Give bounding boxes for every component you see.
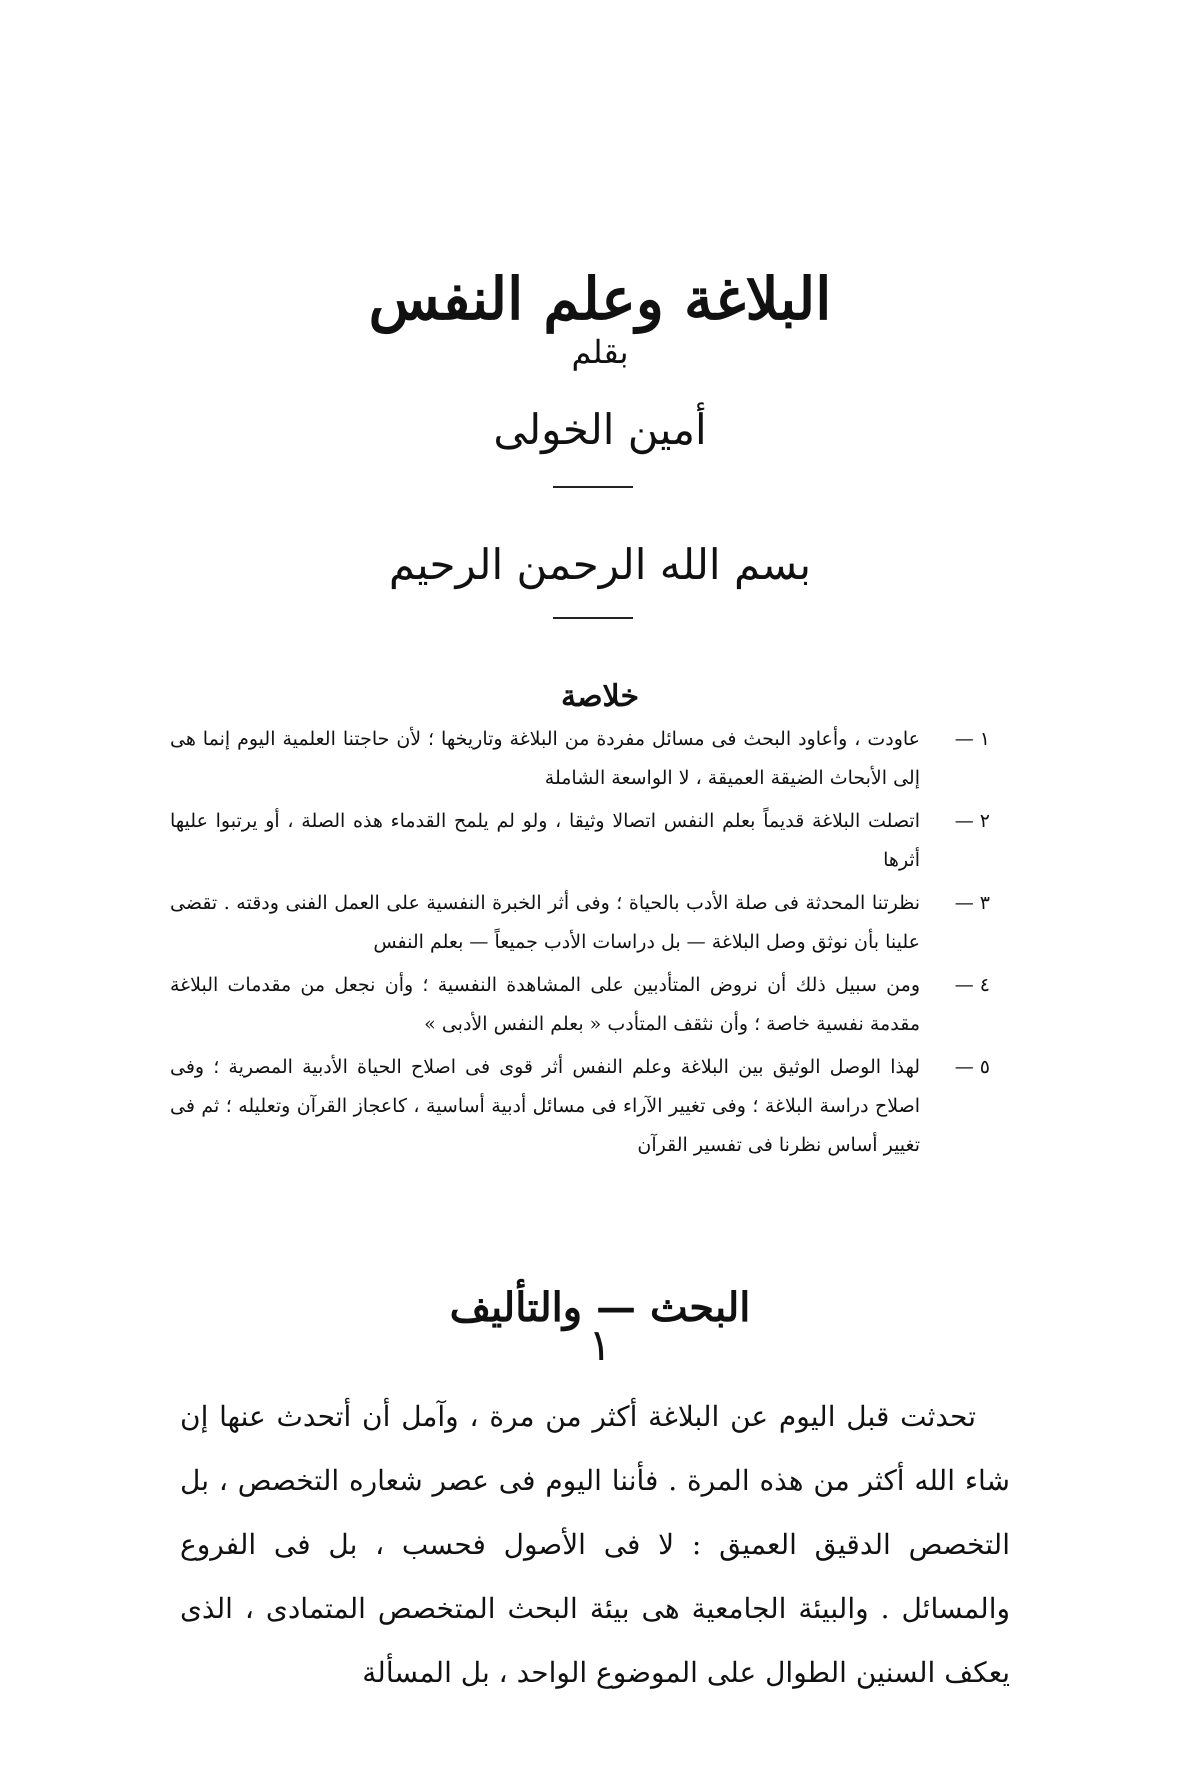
summary-item-dash: —	[954, 974, 974, 996]
summary-item-marker	[955, 720, 990, 759]
summary-item-dash: —	[954, 810, 974, 832]
summary-item-marker	[955, 966, 990, 1005]
body-paragraph: تحدثت قبل اليوم عن البلاغة أكثر من مرة ، وآمل أن أتحدث عنها إن شاء الله أكثر من هذه المرة . فأننا اليوم فى عصر شعاره التخصص ، بل التخصص الدقيق العميق : لا فى الأصول فحسب ، بل فى الفروع والمسائل . والبيئة الجامعية هى بيئة البحث المتخصص المتمادى ، الذى يعكف السنين الطوال على الموضوع الواحد ، بل المسألة	[180, 1400, 1010, 1689]
summary-item-dash: —	[954, 1056, 974, 1078]
middle-divider	[553, 617, 633, 619]
summary-list	[170, 720, 990, 1169]
summary-item-2	[170, 802, 990, 880]
summary-item-dash: —	[954, 728, 974, 750]
summary-item-number: ٤	[979, 974, 990, 996]
summary-item-marker	[955, 884, 990, 923]
summary-item-1	[170, 720, 990, 798]
page-title: البلاغة وعلم النفس	[368, 264, 832, 333]
author-name: أمين الخولى	[493, 405, 707, 454]
summary-item-text: لهذا الوصل الوثيق بين البلاغة وعلم النفس أثر قوى فى اصلاح الحياة الأدبية المصرية ؛ وفى اصلاح دراسة البلاغة ؛ وفى تغيير الآراء فى مسائل أدبية أساسية ، كاعجاز القرآن وتعليله ؛ ثم فى تغيير أساس نظرنا فى تفسير القرآن	[170, 1056, 920, 1156]
summary-item-text: نظرتنا المحدثة فى صلة الأدب بالحياة ؛ وفى أثر الخبرة النفسية على العمل الفنى ودقته . تقضى علينا بأن نوثق وصل البلاغة — بل دراسات الأدب جميعاً — بعلم النفس	[170, 892, 920, 953]
summary-item-text: اتصلت البلاغة قديماً بعلم النفس اتصالا وثيقا ، ولو لم يلمح القدماء هذه الصلة ، أو يرتبوا عليها أثرها	[170, 810, 921, 871]
summary-item-marker	[955, 1048, 990, 1087]
summary-item-marker	[955, 802, 990, 841]
summary-item-text: ومن سبيل ذلك أن نروض المتأدبين على المشاهدة النفسية ؛ وأن نجعل من مقدمات البلاغة مقدمة نفسية خاصة ؛ وأن نثقف المتأدب « بعلم النفس الأدبى »	[170, 974, 920, 1035]
summary-item-4	[170, 966, 990, 1044]
summary-item-number: ٣	[979, 892, 990, 914]
summary-heading: خلاصة	[560, 678, 639, 714]
section-heading: البحث — والتأليف	[449, 1284, 751, 1332]
byline-label: بقلم	[571, 333, 629, 371]
summary-item-number: ٥	[979, 1056, 990, 1078]
summary-item-text: عاودت ، وأعاود البحث فى مسائل مفردة من البلاغة وتاريخها ؛ لأن حاجتنا العلمية اليوم إنما هى إلى الأبحاث الضيقة العميقة ، لا الواسعة الشاملة	[170, 728, 920, 789]
summary-item-5	[170, 1048, 990, 1165]
summary-item-number: ٢	[979, 810, 990, 832]
summary-item-3	[170, 884, 990, 962]
summary-item-dash: —	[954, 892, 974, 914]
basmala-line: بسم الله الرحمن الرحيم	[388, 540, 812, 589]
section-number: ١	[588, 1320, 612, 1371]
top-divider	[553, 486, 633, 488]
summary-item-number: ١	[979, 728, 990, 750]
